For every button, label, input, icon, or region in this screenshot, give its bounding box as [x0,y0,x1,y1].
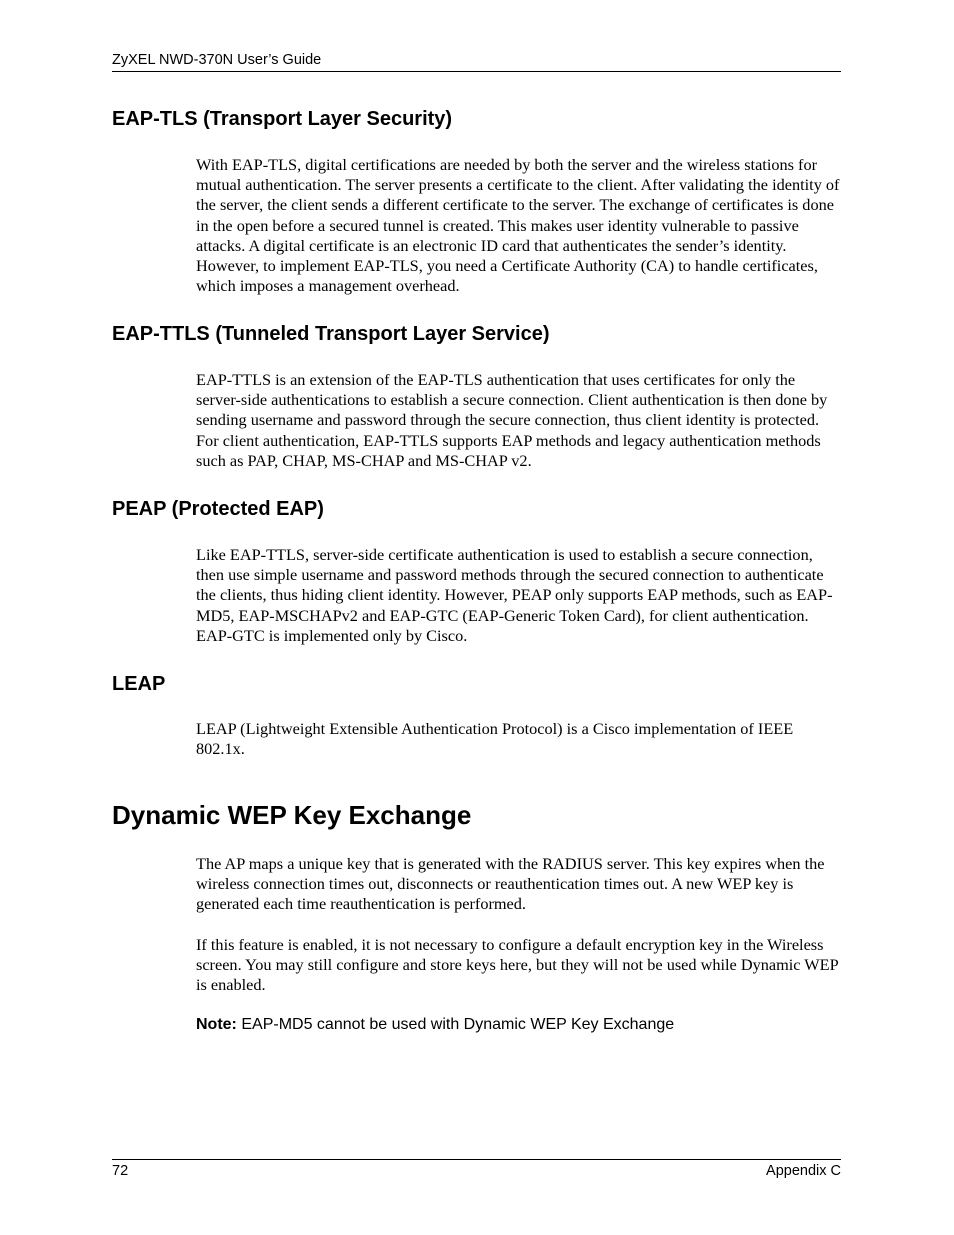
note-label: Note: [196,1016,237,1033]
page-number: 72 [112,1163,129,1179]
heading-dynamic-wep: Dynamic WEP Key Exchange [112,800,472,830]
paragraph-eap-tls: With EAP-TLS, digital certifications are needed by both the server and the wireless stations for mutual authentication. The server presents a certificate to the client. After validating the identity of the server, the client sends a different certificate to the server. The exchange of certificates is done in the open before a secured tunnel is created. This makes user identity vulnerable to passive attacks. A digital certificate is an electronic ID card that authenticates the sender’s identity. However, to implement EAP-TLS, you need a Certificate Authority (CA) to handle certificates, which imposes a management overhead. [196,155,840,296]
paragraph-peap: Like EAP-TTLS, server-side certificate authentication is used to establish a secure connection, then use simple username and password methods through the secured connection to authenticate the clients, thus hiding client identity. However, PEAP only supports EAP methods, such as EAP-MD5, EAP-MSCHAPv2 and EAP-GTC (EAP-Generic Token Card), for client authentication. EAP-GTC is implemented only by Cisco. [196,545,833,645]
heading-eap-ttls: EAP-TTLS (Tunneled Transport Layer Service) [112,323,550,345]
running-header-title: ZyXEL NWD-370N User’s Guide [112,52,322,68]
paragraph-dynamic-wep-2: If this feature is enabled, it is not necessary to configure a default encryption key in the Wireless screen. You may still configure and store keys here, but they will not be used while Dynamic WEP is enabled. [196,935,839,995]
heading-peap: PEAP (Protected EAP) [112,498,324,520]
footer-section-label: Appendix C [766,1163,841,1179]
paragraph-eap-ttls: EAP-TTLS is an extension of the EAP-TLS authentication that uses certificates for only the server-side authentications to establish a secure connection. Client authentication is then done by sending username and password through the secure connection, thus client identity is protected. For client authentication, EAP-TTLS supports EAP methods and legacy authentication methods such as PAP, CHAP, MS-CHAP and MS-CHAP v2. [196,370,828,470]
paragraph-leap: LEAP (Lightweight Extensible Authentication Protocol) is a Cisco implementation of IEEE 802.1x. [196,719,794,759]
heading-leap: LEAP [112,673,166,695]
footer-divider [112,1159,841,1160]
heading-eap-tls: EAP-TLS (Transport Layer Security) [112,108,453,130]
note [196,1015,674,1035]
header-divider [112,71,841,72]
paragraph-dynamic-wep-1: The AP maps a unique key that is generated with the RADIUS server. This key expires when the wireless connection times out, disconnects or reauthentication times out. A new WEP key is generated each time reauthentication is performed. [196,854,825,914]
note-text: EAP-MD5 cannot be used with Dynamic WEP Key Exchange [241,1016,675,1033]
